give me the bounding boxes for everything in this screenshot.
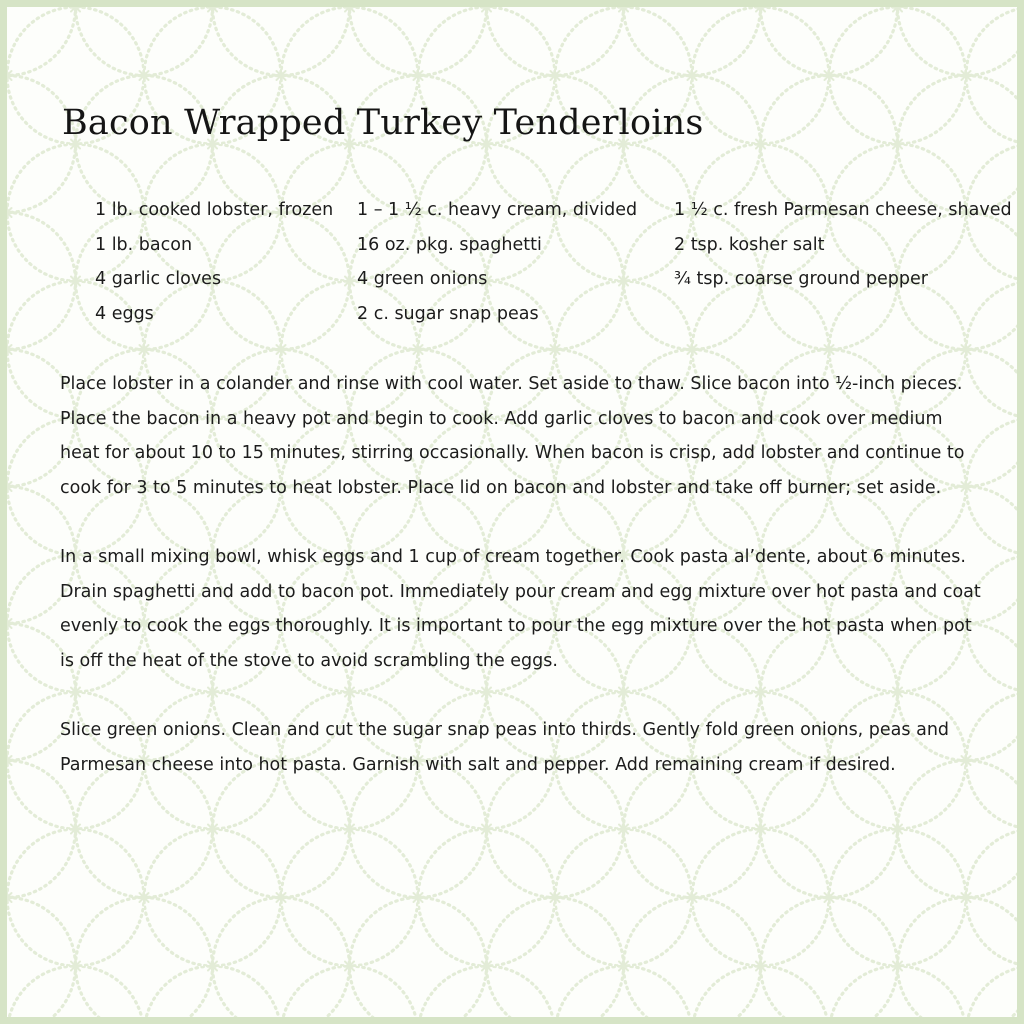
recipe-directions — [60, 367, 982, 817]
ingredient-item: 1 lb. bacon — [95, 234, 193, 255]
ingredient-item: 16 oz. pkg. spaghetti — [357, 234, 542, 255]
recipe-content — [7, 7, 1017, 1017]
ingredient-item: 1 – 1 ½ c. heavy cream, divided — [357, 200, 638, 220]
recipe-title: Bacon Wrapped Turkey Tenderloins — [62, 103, 704, 143]
ingredients-column-3 — [674, 193, 1012, 297]
ingredients-column-1 — [95, 193, 333, 331]
ingredient-item: 2 tsp. kosher salt — [674, 234, 825, 255]
ingredient-item: 2 c. sugar snap peas — [357, 303, 539, 324]
ingredient-item: ¾ tsp. coarse ground pepper — [674, 269, 928, 289]
direction-step-3: Slice green onions. Clean and cut the sugar snap peas into thirds. Gently fold green onions, peas and Parmesan cheese into hot pasta. Garnish with salt and pepper. Add remaining cream if desired. — [60, 720, 950, 775]
ingredients-column-2 — [357, 193, 637, 331]
ingredient-item: 1 lb. cooked lobster, frozen — [95, 200, 334, 220]
ingredient-item: 1 ½ c. fresh Parmesan cheese, shaved — [674, 200, 1012, 220]
ingredient-item: 4 garlic cloves — [95, 269, 222, 289]
ingredient-item: 4 eggs — [95, 303, 154, 324]
direction-step-1: Place lobster in a colander and rinse with cool water. Set aside to thaw. Slice bacon into ½-inch pieces. Place the bacon in a heavy pot and begin to cook. Add garlic cloves to bacon and cook over medium heat for about 10 to 15 minutes, stirring occasionally. When bacon is crisp, add lobster and continue to cook for 3 to 5 minutes to heat lobster. Place lid on bacon and lobster and take off burner; set aside. — [60, 374, 965, 498]
ingredient-item: 4 green onions — [357, 269, 488, 289]
direction-step-2: In a small mixing bowl, whisk eggs and 1 cup of cream together. Cook pasta al’dente, about 6 minutes. Drain spaghetti and add to bacon pot. Immediately pour cream and egg mixture over hot pasta and coat evenly to cook the eggs thoroughly. It is important to pour the egg mixture over the hot pasta when pot is off the heat of the stove to avoid scrambling the eggs. — [60, 547, 981, 671]
